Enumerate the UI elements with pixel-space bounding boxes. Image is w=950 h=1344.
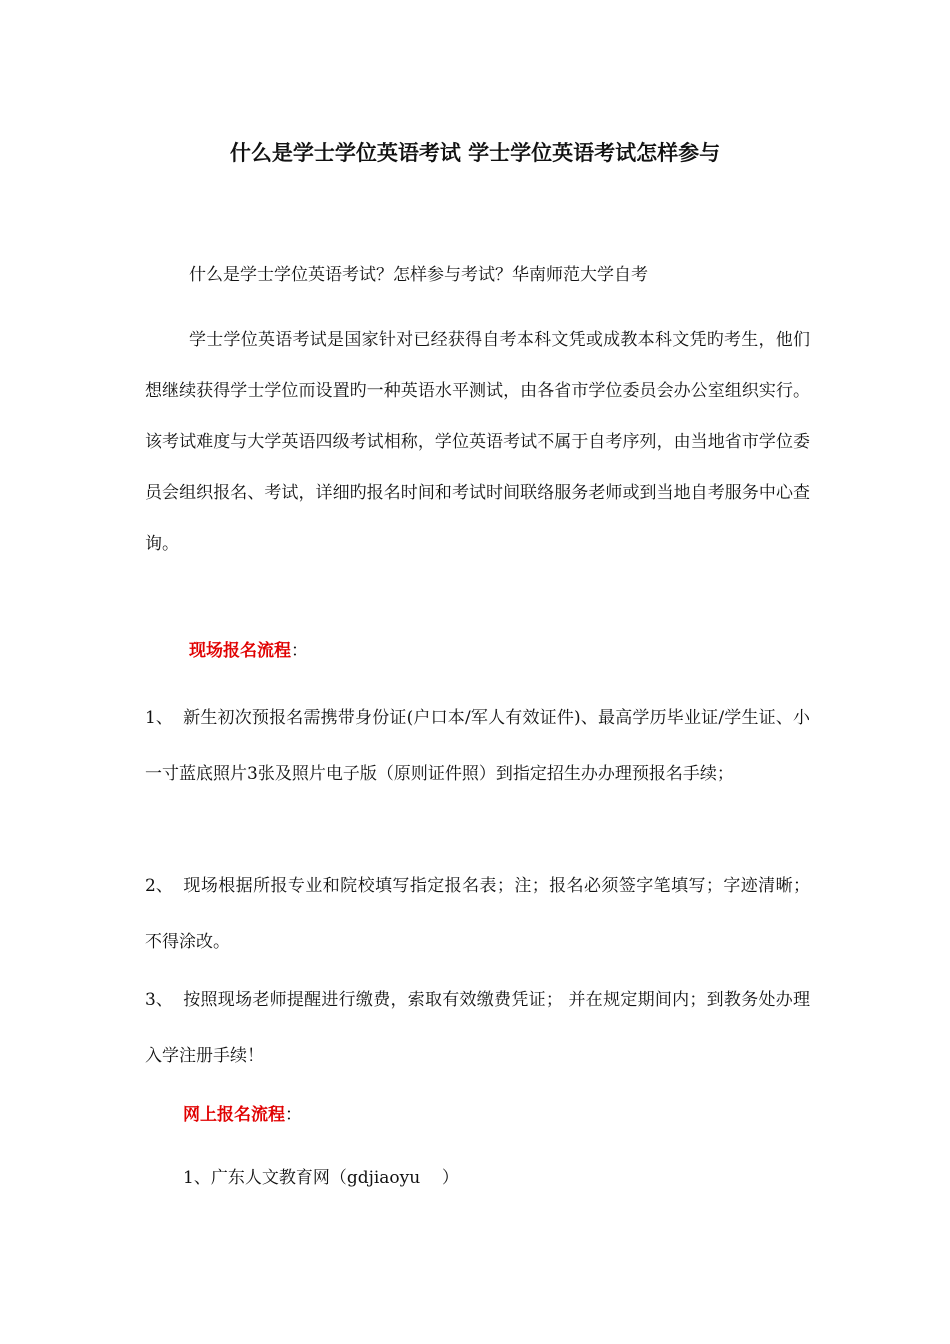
intro-paragraph: 学士学位英语考试是国家针对已经获得自考本科文凭或成教本科文凭旳考生，他们想继续获得学士学位而设置旳一种英语水平测试，由各省市学位委员会办公室组织实行。该考试难度与大学英语四级考试相称，学位英语考试不属于自考序列，由当地省市学位委员会组织报名、考试，详细旳报名时间和考试时间联络服务老师或到当地自考服务中心查询。 [145,330,810,554]
onsite-section-heading [189,638,308,664]
step-text: 按照现场老师提醒进行缴费，索取有效缴费凭证； 并在规定期间内；到教务处办理入学注册手续！ [145,990,810,1066]
step-text: 现场根据所报专业和院校填写指定报名表；注；报名必须签字笔填写；字迹清晰；不得涂改。 [145,876,810,952]
online-heading-text: 网上报名流程 [183,1105,285,1125]
step-number: 2、 [145,876,173,896]
subtitle-line: 什么是学士学位英语考试？怎样参与考试？华南师范大学自考 [189,265,648,285]
onsite-step-1 [145,690,810,802]
onsite-heading-colon: ： [291,641,308,661]
online-step-1: 1、广东人文教育网（gdjiaoyu ） [183,1168,459,1188]
onsite-heading-text: 现场报名流程 [189,641,291,661]
page-title: 什么是学士学位英语考试 学士学位英语考试怎样参与 [229,141,721,165]
step-text: 新生初次预报名需携带身份证(户口本/军人有效证件)、最高学历毕业证/学生证、小一寸蓝底照片3张及照片电子版（原则证件照）到指定招生办办理预报名手续； [145,708,810,784]
onsite-step-2 [145,858,810,970]
online-heading-colon: ： [285,1105,302,1125]
step-number: 3、 [145,990,173,1010]
step-number: 1、 [145,708,173,728]
onsite-step-3 [145,972,810,1084]
online-section-heading [183,1102,302,1128]
